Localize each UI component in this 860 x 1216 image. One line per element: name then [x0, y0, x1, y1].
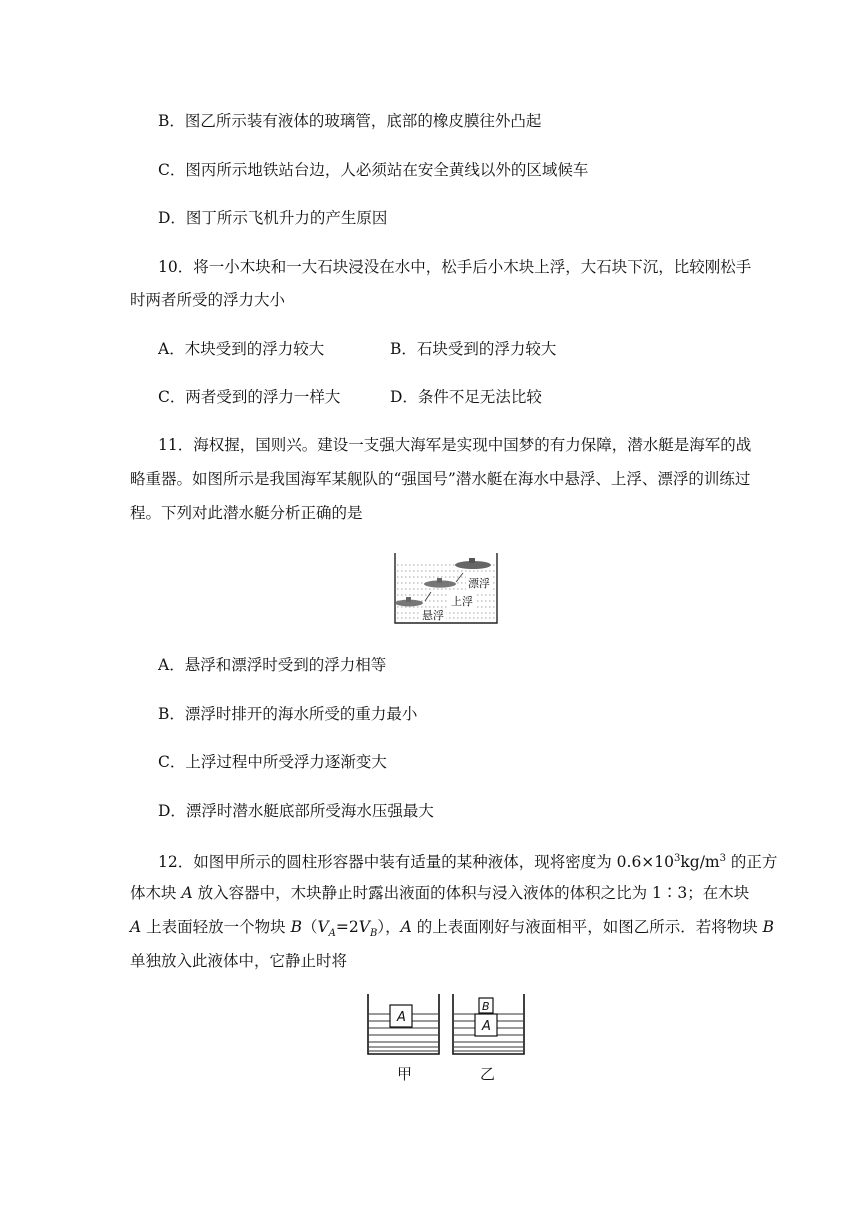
q11-option-c: C．上浮过程中所受浮力逐渐变大	[158, 753, 387, 771]
submarine-suspended	[395, 597, 423, 606]
q12-container-figure	[366, 994, 526, 1056]
q11-stem-line1: 11．海权握，国则兴。建设一支强大海军是实现中国梦的有力保障，潜水艇是海军的战	[158, 436, 752, 454]
q12-stem-line3: A 上表面轻放一个物块 $B(V_A=2V_B)$，A 的上表面刚好与液面相平，如图乙所示．若将物块 B	[130, 918, 775, 940]
submarine-floating	[455, 558, 491, 569]
q12-stem-line1: 12．如图甲所示的圆柱形容器中装有适量的某种液体，现将密度为 $0.6\times 10^3kg/m^3$ 的正方	[158, 853, 778, 872]
q11-submarine-figure	[393, 551, 499, 625]
submarine-rising	[424, 578, 456, 588]
q10-stem-line2: 时两者所受的浮力大小	[130, 291, 286, 309]
q10-option-c: C．两者受到的浮力一样大	[158, 388, 341, 406]
q11-option-a: A．悬浮和漂浮时受到的浮力相等	[158, 656, 387, 674]
q10-stem-line1: 10．将一小木块和一大石块浸没在水中，松手后小木块上浮，大石块下沉，比较刚松手	[158, 258, 752, 276]
block-a-label-yi: A	[482, 1019, 491, 1034]
block-a-label-jia: A	[397, 1010, 406, 1025]
caption-jia: 甲	[397, 1065, 413, 1083]
q11-stem-line2: 略重器。如图所示是我国海军某舰队的“强国号”潜水艇在海水中悬浮、上浮、漂浮的训练过	[130, 470, 751, 488]
q12-stem-line2: 体木块 A 放入容器中，木块静止时露出液面的体积与浸入液体的体积之比为 1∶3；在木块	[130, 884, 750, 902]
caption-yi: 乙	[480, 1065, 496, 1083]
rise-arrow-2	[456, 573, 463, 582]
q9-option-d: D．图丁所示飞机升力的产生原因	[158, 209, 388, 227]
q9-option-b: B．图乙所示装有液体的玻璃管，底部的橡皮膜往外凸起	[158, 112, 542, 130]
q11-option-d: D．漂浮时潜水艇底部所受海水压强最大	[158, 802, 434, 820]
container-jia	[368, 994, 439, 1054]
q9-option-c: C．图丙所示地铁站台边，人必须站在安全黄线以外的区域候车	[158, 161, 589, 179]
q11-option-b: B．漂浮时排开的海水所受的重力最小	[158, 705, 418, 723]
container-yi	[453, 994, 524, 1054]
q10-option-a: A．木块受到的浮力较大	[158, 340, 325, 358]
q10-option-b: B．石块受到的浮力较大	[390, 340, 557, 358]
q10-option-d: D．条件不足无法比较	[390, 388, 542, 406]
label-float: 漂浮	[468, 577, 490, 590]
block-b-label: B	[482, 1000, 490, 1013]
rise-arrow	[425, 592, 431, 601]
q12-stem-line4: 单独放入此液体中，它静止时将	[130, 952, 348, 970]
label-rise: 上浮	[451, 595, 473, 608]
label-suspend: 悬浮	[422, 609, 444, 622]
q11-stem-line3: 程。下列对此潜水艇分析正确的是	[130, 504, 363, 522]
